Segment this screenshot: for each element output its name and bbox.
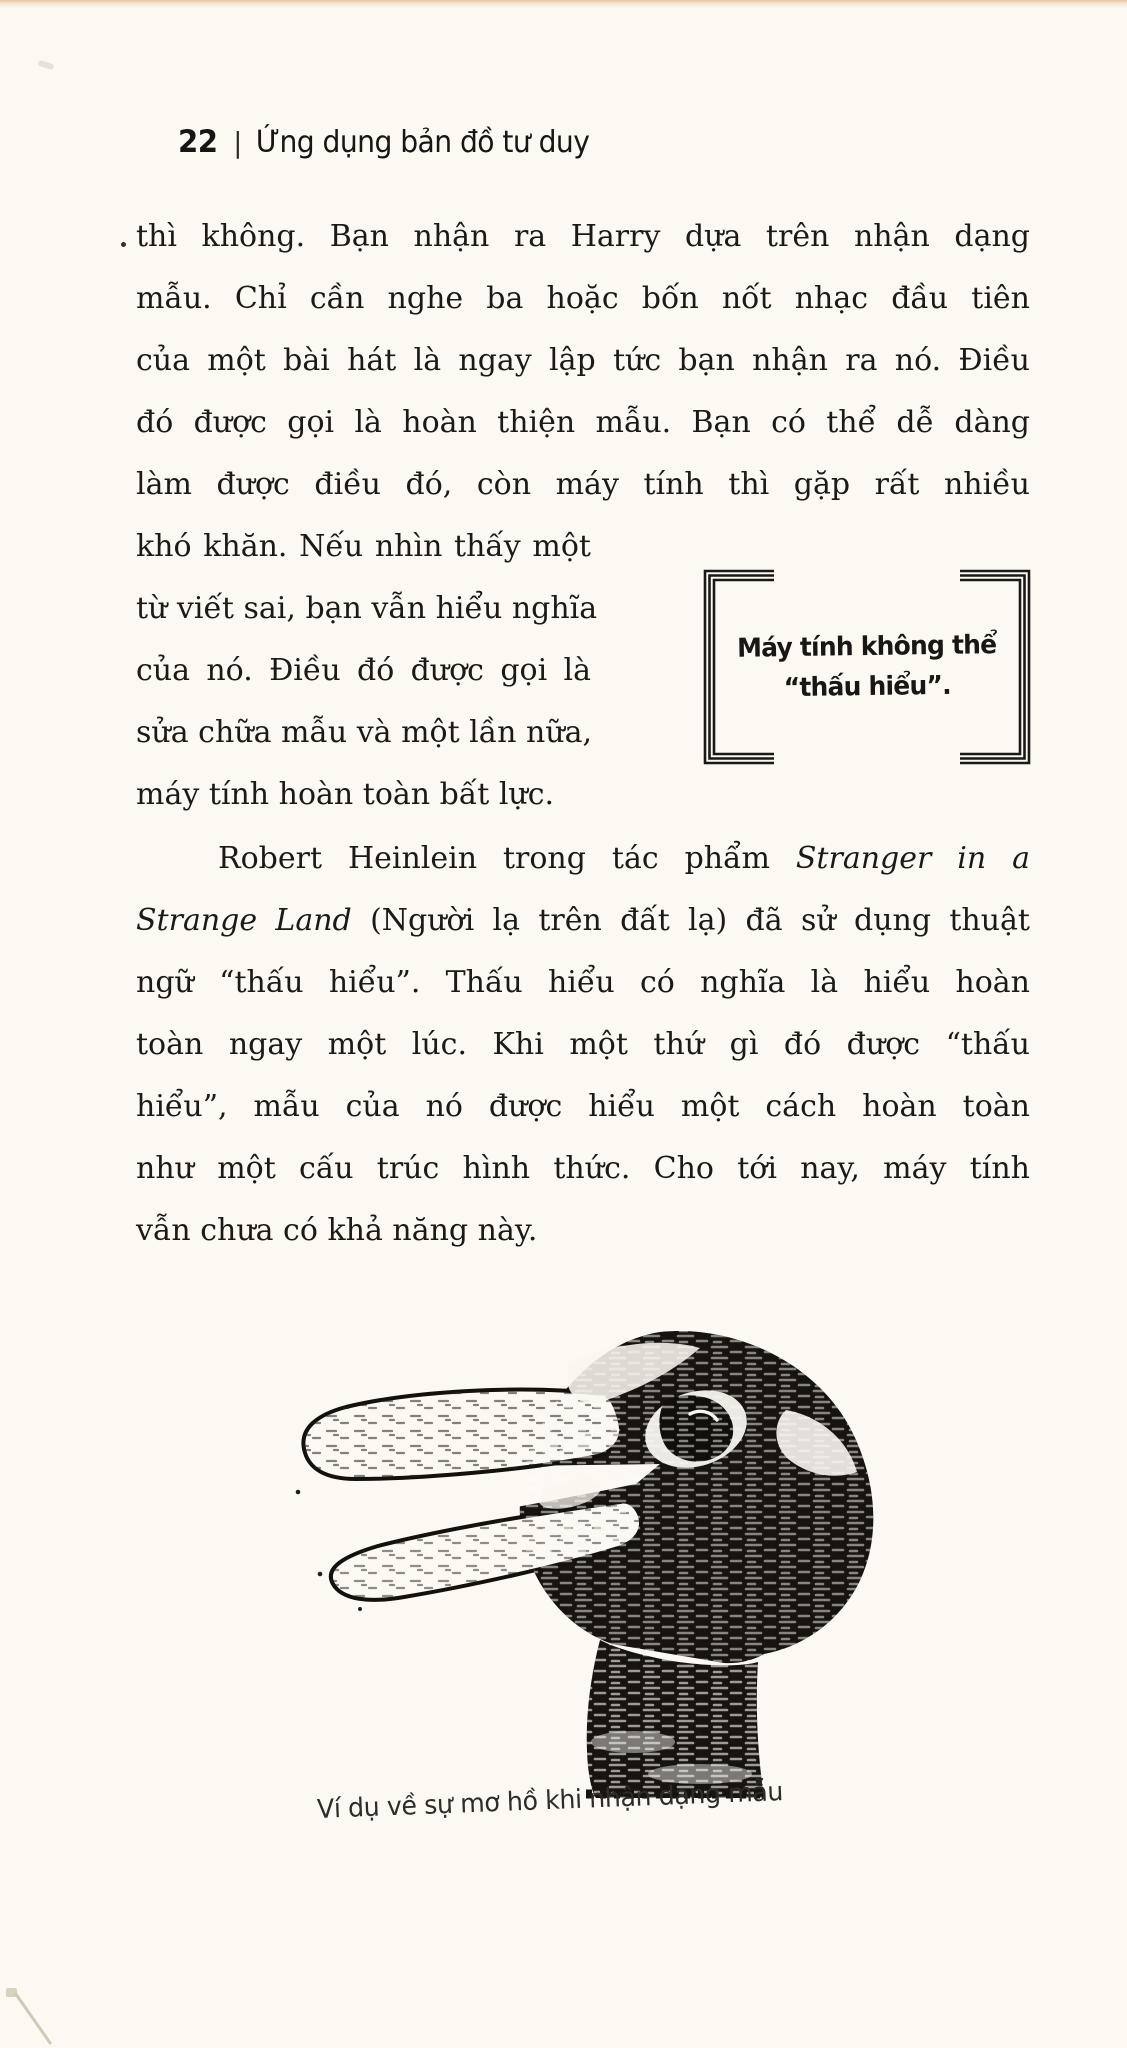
text-line: mẫu. Chỉ cần nghe ba hoặc bốn nốt nhạc đầu tiên — [136, 281, 1030, 316]
text-line: từ viết sai, bạn vẫn hiểu nghĩa — [136, 591, 598, 626]
text-line: của nó. Điều đó được gọi là — [136, 653, 591, 688]
callout-text — [723, 566, 1012, 768]
paragraph-2 — [136, 828, 1030, 1262]
page-number: 22 — [178, 124, 218, 160]
text-line: của một bài hát là ngay lập tức bạn nhận ra nó. Điều — [136, 343, 1030, 378]
header-separator: | — [233, 126, 242, 159]
callout-line: “thấu hiểu”. — [783, 670, 952, 704]
scan-smudge — [37, 60, 54, 71]
text-line: ngữ “thấu hiểu”. Thấu hiểu có nghĩa là hiểu hoàn — [136, 965, 1030, 1000]
text-line: khó khăn. Nếu nhìn thấy một — [136, 529, 591, 564]
running-title: Ứng dụng bản đồ tư duy — [255, 125, 590, 160]
text-line: vẫn chưa có khả năng này. — [136, 1213, 538, 1248]
callout-box — [700, 568, 1034, 766]
figure-container — [268, 1322, 908, 1802]
paragraph-1-narrow — [136, 516, 598, 826]
text-line: hiểu”, mẫu của nó được hiểu một cách hoàn toàn — [136, 1089, 1030, 1124]
text-line: sửa chữa mẫu và một lần nữa, — [136, 715, 593, 750]
scan-scratch-line — [14, 1992, 52, 2045]
paragraph-1-wide — [136, 206, 1030, 516]
figure-caption: Ví dụ về sự mơ hồ khi nhận dạng mẫu — [316, 1777, 784, 1825]
text-line: toàn ngay một lúc. Khi một thứ gì đó được “thấu — [136, 1027, 1030, 1062]
text-run: Robert Heinlein trong tác phẩm — [218, 841, 796, 876]
page-top-edge-shadow — [0, 0, 1127, 8]
text-run: (Người lạ trên đất lạ) đã sử dụng thuật — [351, 903, 1030, 938]
text-line: thì không. Bạn nhận ra Harry dựa trên nhận dạng — [136, 219, 1030, 254]
italic-book-title: Stranger in a — [795, 841, 1031, 876]
callout-line: Máy tính không thể — [736, 630, 997, 664]
text-line: như một cấu trúc hình thức. Cho tới nay, máy tính — [136, 1151, 1030, 1186]
text-line — [218, 828, 1030, 890]
text-line: làm được điều đó, còn máy tính thì gặp rất nhiều — [136, 467, 1030, 502]
page-header — [178, 124, 589, 164]
stray-ink-dot — [121, 242, 126, 247]
text-line — [136, 890, 1030, 952]
text-line: máy tính hoàn toàn bất lực. — [136, 777, 555, 812]
duck-rabbit-figure — [268, 1322, 908, 1802]
italic-book-title: Strange Land — [136, 903, 352, 938]
text-line: đó được gọi là hoàn thiện mẫu. Bạn có thể dễ dàng — [136, 405, 1030, 440]
